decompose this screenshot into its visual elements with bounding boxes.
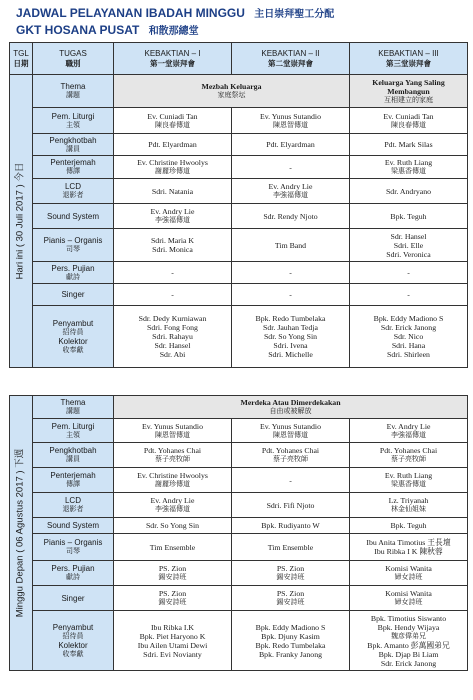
person-zh: 婦女詩班 [394,573,423,581]
task-text: Singer [61,290,85,299]
person: PS. Zion [158,564,187,573]
person: Bpk. Djuny Kasim [261,631,320,641]
theme-text: Merdeka Atau Dimerdekakan [240,398,341,407]
table-row [10,108,468,134]
task-label-penyambut [33,611,114,671]
person: Ev. Andry Lie [268,182,313,191]
person-zh: 錫安詩班 [158,598,187,606]
table-row [10,229,468,262]
table-cell [114,611,232,671]
task-label-sound [33,518,114,534]
person: Ev. Yunus Sutandio [142,421,203,431]
person-zh: 李強福傳道 [391,430,427,439]
person: Ev. Yunus Sutandio [260,421,321,431]
task-text: Penterjemah [50,471,96,480]
person-zh: 陳良春傳道 [155,120,190,129]
col-service1-label: KEBAKTIAN – I [144,48,201,58]
table-cell [350,229,468,262]
person: Ev. Ruth Liang [384,471,433,480]
col-task-label-zh: 職別 [65,58,81,68]
task-text: Sound System [46,211,100,221]
table-cell: Bpk. Rudiyanto W [232,518,350,534]
person-zh: 蔡子亮牧師 [155,455,190,463]
table-cell [114,229,232,262]
table-row [10,493,468,518]
table-cell: Sdr. Andryano [350,179,468,204]
person: Ev. Ruth Liang [384,158,433,167]
church-name-latin: GKT HOSANA PUSAT [16,23,140,37]
person: Bpk. Piet Haryono K [139,631,206,641]
table-row [10,134,468,156]
table-row [10,262,468,284]
column-header-row [10,43,468,75]
page-title [16,5,334,20]
task-label-terjemah [33,156,114,179]
task-label-khotbah [33,443,114,468]
table-row [10,419,468,443]
task-label-liturgi [33,108,114,134]
table-row [10,306,468,368]
table-cell: - [114,262,232,284]
person: Bpk. Redo Tumbelaka [255,640,326,650]
person: PS. Zion [276,564,305,573]
task-text: Kolektor [58,336,88,346]
task-text: Pem. Liturgi [51,421,95,431]
person: Ev. Christine Hwoolys [137,471,208,480]
table-row [10,156,468,179]
col-service3-label-zh: 第三堂崇拜會 [386,58,431,68]
person: PS. Zion [276,589,305,598]
person-zh: 李強福傳道 [155,505,190,513]
table-row [10,443,468,468]
theme-text: Mezbah Keluarga [201,82,262,91]
theme-text-zh: 自由或被解放 [269,407,312,415]
person: Sdr. So Yong Sin [263,332,318,341]
person: Bpk. Redo Tumbelaka [255,314,326,323]
person: Bpk. Eddy Madiono S [255,622,326,632]
task-text: Pers. Pujian [51,263,95,273]
task-label-pujian [33,561,114,586]
table-cell [232,306,350,368]
task-text-zh: 講題 [66,91,80,99]
table-cell: - [114,284,232,306]
person-zh: 錫安詩班 [276,573,305,581]
person: Pdt. Yohanes Chai [379,446,438,455]
table-cell [350,586,468,611]
task-text-zh: 退影者 [62,505,84,513]
person-zh: 陳良春傳道 [391,120,426,129]
table-cell [232,611,350,671]
person-zh: 林金仙姐妹 [391,505,427,513]
table-cell: Sdri. Natania [114,179,232,204]
person-zh: 梁惠香傳道 [391,480,427,488]
task-text: LCD [64,496,81,505]
table-cell: Pdt. Elyardman [114,134,232,156]
person-zh: 陳恩智傳道 [273,120,308,129]
theme-text-zh: 家庭祭坛 [217,91,246,99]
col-date-label-zh: 日期 [13,58,29,68]
table-cell [114,443,232,468]
person: Bpk. Amanto 彭萬國弟兄 [367,640,450,650]
date-cell-today [10,75,33,368]
task-text-zh: 傳譯 [66,480,80,488]
table-cell: - [232,156,350,179]
col-service3-label: KEBAKTIAN – III [378,48,439,58]
task-text-zh: 司琴 [66,547,80,555]
table-cell: - [350,284,468,306]
task-text-zh: 招待員 [62,327,84,336]
task-label-singer [33,586,114,611]
person-zh: 陳恩智傳道 [273,430,308,439]
table-cell [350,443,468,468]
table-cell [114,419,232,443]
date-label-next-week [14,448,26,618]
col-task-header [33,43,114,75]
person: Sdri. Maria K [150,236,195,245]
theme-text-zh: 互相建立的家庭 [384,95,433,104]
person-zh: 婦女詩班 [394,598,423,606]
person-zh: 謝麗珍傳道 [155,167,190,175]
table-row [10,586,468,611]
person-zh: 李強福傳道 [155,216,190,224]
table-cell: Sdri. Fifi Njoto [232,493,350,518]
col-service1-label-zh: 第一堂崇拜會 [150,58,195,68]
task-text: LCD [64,182,81,191]
table-cell [350,468,468,493]
task-text-zh: 招待員 [62,631,84,640]
date-cell-next-week [10,396,33,671]
person: Sdr. Hansel [390,231,427,241]
person: Ev. Christine Hwoolys [137,158,208,167]
table-cell: Tim Band [232,229,350,262]
table-cell: Sdr. So Yong Sin [114,518,232,534]
task-text: Pianis – Organis [43,538,103,547]
table-cell [350,108,468,134]
person: Sdr. Abi [159,350,186,359]
date-text-zh: 今日 [14,162,26,182]
task-text: Pengkhotbah [49,135,97,145]
theme-cell [114,396,468,419]
person: Ibu Ribka I K 陳秋蓉 [374,547,443,556]
person: Ev. Cuniadi Tan [383,111,434,121]
task-text-zh: 傳譯 [66,167,80,175]
task-text: Thema [60,398,86,407]
person-zh: 蔡子亮牧師 [273,455,308,463]
task-label-lcd [33,493,114,518]
table-cell: Pdt. Elyardman [232,134,350,156]
table-cell [114,156,232,179]
table-cell: Bpk. Teguh [350,204,468,229]
table-cell [350,419,468,443]
person: Sdri. Elle [393,240,424,250]
task-text-zh: 講題 [66,407,80,415]
person-zh: 蔡子亮牧師 [391,455,427,463]
church-name-chinese: 和散那總堂 [148,26,199,37]
table-cell [350,493,468,518]
col-task-label: TUGAS [59,48,87,58]
task-label-thema [33,396,114,419]
col-service2-label-zh: 第二堂崇拜會 [268,58,313,68]
person-zh: 錫安詩班 [276,598,305,606]
task-text-zh: 收奉獻 [62,345,84,354]
table-cell [232,179,350,204]
person: Ibu Anita Timotius 王長壇 [366,538,451,547]
task-text-zh: 退影者 [62,191,84,199]
person: Sdri. Rahayu [152,332,193,341]
theme-cell [350,75,468,108]
table-cell [232,419,350,443]
task-label-sound [33,204,114,229]
table-row [10,468,468,493]
task-label-pianis [33,534,114,561]
person: Komisi Wanita [385,564,432,573]
table-cell [114,108,232,134]
person: Sdri. Michelle [268,350,313,359]
task-text: Pengkhotbah [49,446,97,455]
person: Sdr. Dedy Kurniawan [138,314,207,323]
col-service3-header [350,43,468,75]
table-cell [114,306,232,368]
person: Pdt. Yohanes Chai [143,446,202,455]
col-service2-header [232,43,350,75]
task-text: Pers. Pujian [51,564,95,573]
task-text: Penyambut [52,622,94,632]
table-row [10,396,468,419]
table-row [10,611,468,671]
table-cell [114,493,232,518]
church-name [16,22,199,37]
table-row [10,75,468,108]
person-zh: 梁惠香傳道 [391,167,426,175]
table-cell [350,306,468,368]
col-date-label: TGL [13,48,29,58]
person-zh: 謝麗珍傳道 [155,480,190,488]
person: Bpk. Hendy Wijaya [377,622,440,632]
person: Ev. Andry Lie [150,496,195,505]
table-cell [114,204,232,229]
person: Pdt. Yohanes Chai [261,446,320,455]
task-text-zh: 收奉獻 [62,649,84,658]
task-label-pianis [33,229,114,262]
person: Sdri. Fong Fong [147,323,198,332]
person: Bpk. Eddy Madiono S [373,314,444,323]
person: Ibu Ailen Utami Dewi [137,640,208,650]
table-row [10,534,468,561]
person: Sdr. Erick Janong [380,323,437,332]
table-row [10,284,468,306]
table-row [10,561,468,586]
task-text: Singer [61,593,85,603]
date-text: Minggu Depan ( 06 Agustus 2017 ) [14,470,26,618]
table-cell: - [232,468,350,493]
person: Bpk. Timotius Siswanto [370,613,447,623]
task-text: Pianis – Organis [43,236,103,245]
task-text-zh: 講員 [66,144,80,153]
col-date-header [10,43,33,75]
person: Bpk. Franky Janong [258,649,323,659]
task-text: Penyambut [52,318,94,328]
task-text: Penterjemah [50,158,96,167]
person: Sdri. Hana [391,341,426,350]
person: Ev. Yunus Sutandio [260,111,321,121]
col-service2-label: KEBAKTIAN – II [261,48,320,58]
date-text-zh: 下週 [14,448,26,468]
table-cell: Bpk. Teguh [350,518,468,534]
person-zh: 錫安詩班 [158,573,187,581]
task-label-penyambut [33,306,114,368]
task-text: Kolektor [58,640,88,650]
table-cell [114,468,232,493]
title-latin: JADWAL PELAYANAN IBADAH MINGGU [16,6,245,20]
col-service1-header [114,43,232,75]
person-zh: 李強福傳道 [273,191,308,199]
task-text-zh: 主領 [66,120,80,129]
person: Ev. Cuniadi Tan [147,111,198,121]
table-row [10,204,468,229]
task-label-singer [33,284,114,306]
person: Ibu Ribka I.K [150,622,195,632]
title-chinese: 主日崇拜聖工分配 [254,9,335,20]
person: Sdri. Monica [152,245,193,254]
task-label-liturgi [33,419,114,443]
date-label-today [14,162,26,280]
table-cell [232,586,350,611]
theme-cell [114,75,350,108]
person: PS. Zion [158,589,187,598]
table-cell [350,534,468,561]
person-zh: 魏彦偉弟兄 [391,631,427,640]
person: Sdr. Nico [393,332,424,341]
task-text-zh: 獻詩 [66,573,80,581]
task-label-lcd [33,179,114,204]
task-text-zh: 獻詩 [66,272,80,281]
table-cell: - [232,284,350,306]
person: Sdr. Erick Janong [380,658,437,668]
table-cell [232,443,350,468]
person: Sdri. Ivena [273,341,308,350]
table-cell [232,561,350,586]
task-text: Thema [60,82,86,91]
task-text-zh: 主領 [66,430,80,439]
task-label-khotbah [33,134,114,156]
task-text: Sound System [46,521,100,530]
task-text: Pem. Liturgi [51,111,95,121]
task-text-zh: 司琴 [66,245,80,253]
person: Sdri. Evi Novianty [143,649,202,659]
person: Lz. Triyanah [388,496,429,505]
table-row [10,518,468,534]
table-cell [350,611,468,671]
table-cell: Sdr. Rendy Njoto [232,204,350,229]
table-cell: - [350,262,468,284]
table-cell: Pdt. Mark Silas [350,134,468,156]
task-text-zh: 講員 [66,455,80,463]
table-cell: Tim Ensemble [114,534,232,561]
person: Komisi Wanita [385,589,432,598]
person: Ev. Andry Lie [386,421,431,431]
table-row [10,179,468,204]
task-label-terjemah [33,468,114,493]
person: Sdri. Veronica [386,249,431,259]
table-cell [350,156,468,179]
person: Sdr. Jauhan Tedja [263,323,318,332]
table-cell [114,586,232,611]
table-cell: Tim Ensemble [232,534,350,561]
table-cell: - [232,262,350,284]
table-cell [232,108,350,134]
task-label-pujian [33,262,114,284]
person: Sdr. Hansel [154,341,191,350]
table-cell [350,561,468,586]
date-text: Hari ini ( 30 Juli 2017 ) [14,184,26,280]
person: Ev. Andry Lie [150,207,195,216]
theme-text: Keluarga Yang Saling Membangun [372,77,445,96]
person: Bpk. Djap Bi Liam [378,649,439,659]
schedule-table [9,42,468,368]
person-zh: 陳恩智傳道 [155,430,190,439]
table-cell [114,561,232,586]
task-label-thema [33,75,114,108]
schedule-table-next [9,395,468,671]
person: Sdri. Shirleen [387,350,430,359]
